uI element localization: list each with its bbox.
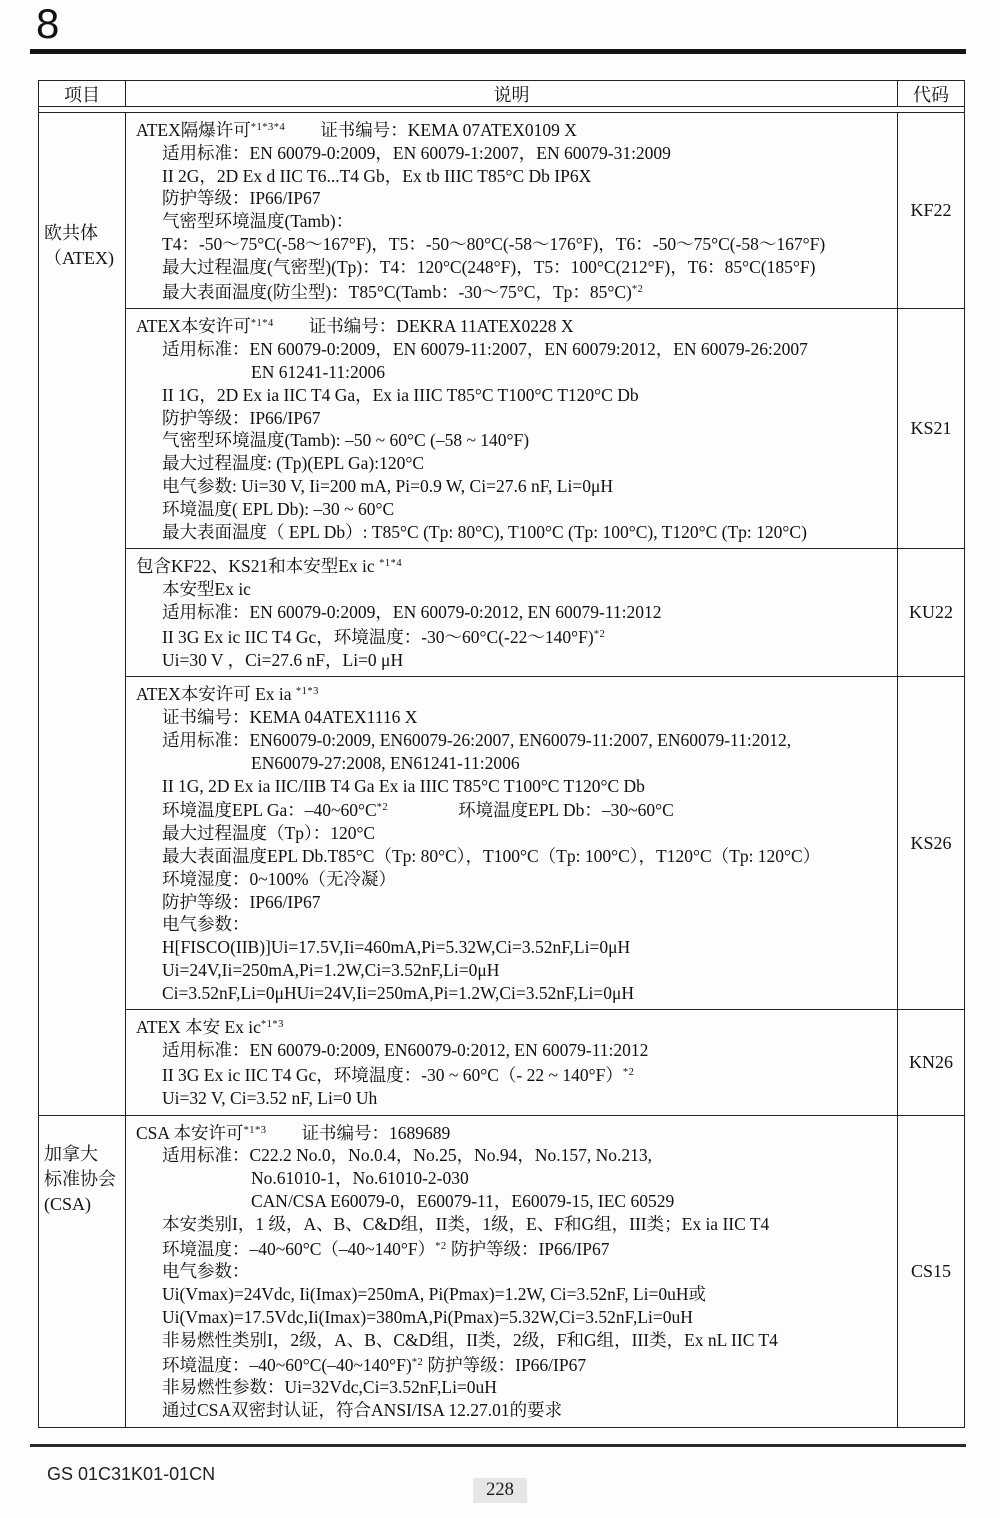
spec-line [126, 1376, 895, 1399]
text-segment: 适用标准：EN 60079-0:2009, EN60079-0:2012, EN 60079-11:2012 [162, 1040, 649, 1061]
code-cell: KF22 [910, 200, 952, 221]
text-segment: 防护等级：IP66/IP67 [423, 1354, 587, 1375]
item-label-line: (CSA) [44, 1193, 92, 1214]
cert-row [126, 113, 964, 309]
text-segment: 电气参数： [162, 1261, 250, 1282]
superscript-note: *2 [593, 628, 606, 640]
text-segment: 电气参数: Ui=30 V, Ii=200 mA, Pi=0.9 W, Ci=27.6 nF, Li=0μH [162, 475, 613, 496]
spec-line [126, 601, 895, 624]
spec-line [126, 407, 895, 430]
code-cell: KS26 [910, 832, 952, 853]
text-segment: 证书编号：KEMA 04ATEX1116 X [162, 707, 418, 728]
text-segment: 最大过程温度（Tp）：120°C [162, 823, 376, 844]
spec-line [126, 868, 895, 891]
spec-line [126, 1087, 895, 1110]
text-segment: 适用标准：EN 60079-0:2009，EN 60079-1:2007，EN 60079-31:2009 [162, 142, 671, 163]
spec-line [126, 1399, 895, 1422]
spec-line [126, 117, 895, 142]
spec-line [126, 1306, 895, 1329]
spec-line [126, 498, 895, 521]
spec-line [126, 845, 895, 868]
spec-line [126, 521, 895, 544]
text-segment: 适用标准：C22.2 No.0，No.0.4，No.25，No.94，No.157, No.213, [162, 1145, 652, 1166]
superscript-note: *1*3 [295, 686, 319, 698]
spec-line [126, 649, 895, 672]
text-segment: 非易燃性参数：Ui=32Vdc,Ci=3.52nF,Li=0uH [162, 1377, 497, 1398]
spec-line [126, 1014, 895, 1039]
item-cell [39, 113, 126, 1115]
description-cell [126, 1010, 898, 1114]
text-segment: 气密型环境温度(Tamb): –50 ~ 60°C (–58 ~ 140°F) [162, 430, 530, 451]
footer-rule [30, 1444, 966, 1447]
spec-line [126, 1167, 895, 1190]
superscript-note: *2 [411, 1356, 424, 1368]
spec-line [126, 361, 895, 384]
spec-line [126, 624, 895, 649]
text-segment: 最大过程温度(气密型)(Tp)：T4：120°C(248°F)，T5：100°C(212°F)，T6：85°C(185°F) [162, 256, 816, 277]
row-group [126, 113, 964, 1115]
cert-row [126, 1010, 964, 1114]
spec-line [126, 797, 895, 822]
text-segment: ATEX本安许可 Ex ia [136, 684, 296, 705]
text-segment: EN 61241-11:2006 [251, 361, 385, 382]
spec-line [126, 1120, 895, 1145]
text-segment: II 2G，2D Ex d IIC T6...T4 Gb，Ex tb IIIC T85°C Db IP6X [162, 165, 592, 186]
text-segment: Ui=24V,Ii=250mA,Pi=1.2W,Ci=3.52nF,Li=0μH [162, 959, 500, 980]
page-number-badge: 228 [473, 1478, 527, 1503]
text-segment: 最大表面温度EPL Db.T85°C（Tp: 80°C），T100°C（Tp: 100°C），T120°C（Tp: 120°C） [162, 845, 821, 866]
cert-row [126, 549, 964, 677]
superscript-note: *2 [376, 802, 389, 814]
spec-line [126, 752, 895, 775]
cert-group [39, 1116, 964, 1427]
spec-line [126, 1283, 895, 1306]
spec-line [126, 384, 895, 407]
doc-number: GS 01C31K01-01CN [47, 1464, 216, 1484]
spec-line [126, 452, 895, 475]
table-body [39, 113, 964, 1427]
description-cell [126, 1116, 898, 1427]
text-segment: Ui=30 V ，Ci=27.6 nF，Li=0 μH [162, 649, 404, 670]
spec-line [126, 1039, 895, 1062]
text-segment: EN60079-27:2008, EN61241-11:2006 [251, 752, 520, 773]
spec-line [126, 475, 895, 498]
text-segment: 防护等级：IP66/IP67 [162, 188, 321, 209]
row-group [126, 1116, 964, 1427]
spec-line [126, 313, 895, 338]
chapter-number: 8 [36, 0, 60, 47]
text-segment: 适用标准：EN 60079-0:2009，EN 60079-11:2007，EN 60079:2012，EN 60079-26:2007 [162, 339, 808, 360]
text-segment: 环境湿度：0~100%（无冷凝） [162, 868, 397, 889]
spec-line [126, 706, 895, 729]
text-segment: CSA 本安许可 [136, 1122, 244, 1143]
spec-line [126, 959, 895, 982]
superscript-note: *1*3*4 [250, 122, 286, 133]
spec-line [126, 256, 895, 279]
text-segment: ATEX隔爆许可 [136, 120, 251, 140]
text-segment: 适用标准：EN 60079-0:2009，EN 60079-0:2012, EN 60079-11:2012 [162, 601, 662, 622]
superscript-note: *2 [631, 283, 644, 295]
text-segment: 证书编号：1689689 [266, 1122, 451, 1143]
code-cell: KU22 [909, 602, 953, 623]
description-cell [126, 309, 898, 548]
text-segment: 环境温度：–40~60°C（–40~140°F） [162, 1238, 436, 1259]
superscript-note: *2 [435, 1240, 447, 1252]
spec-line [126, 1190, 895, 1213]
item-label-line: 加拿大 [44, 1143, 98, 1164]
header-cell-item: 项目 [39, 81, 126, 106]
text-segment: Ci=3.52nF,Li=0μHUi=24V,Ii=250mA,Pi=1.2W,Ci=3.52nF,Li=0μH [162, 982, 635, 1003]
text-segment: 防护等级：IP66/IP67 [162, 407, 321, 428]
header-cell-description: 说明 [126, 81, 898, 106]
spec-line [126, 578, 895, 601]
text-segment: H[FISCO(IIB)]Ui=17.5V,Ii=460mA,Pi=5.32W,Ci=3.52nF,Li=0μH [162, 937, 631, 958]
spec-line [126, 1144, 895, 1167]
spec-line [126, 982, 895, 1005]
text-segment: 适用标准：EN60079-0:2009, EN60079-26:2007, EN60079-11:2007, EN60079-11:2012, [162, 729, 792, 750]
text-segment: II 3G Ex ic IIC T4 Gc，环境温度：-30 ~ 60°C（- 22 ~ 140°F） [162, 1065, 623, 1086]
description-cell [126, 677, 898, 1009]
cert-row [126, 1116, 964, 1427]
cert-row [126, 309, 964, 549]
superscript-note: *2 [622, 1067, 635, 1079]
spec-line [126, 165, 895, 188]
text-segment: T4：-50～75°C(-58～167°F)，T5：-50～80°C(-58～176°F)，T6：-50～75°C(-58～167°F) [162, 233, 826, 254]
text-segment: 证书编号：DEKRA 11ATEX0228 X [273, 316, 574, 337]
code-cell: KN26 [909, 1052, 953, 1073]
text-segment: 防护等级：IP66/IP67 [162, 891, 321, 912]
spec-line [126, 681, 895, 706]
code-cell: CS15 [910, 1260, 952, 1281]
text-segment: 最大表面温度(防尘型)：T85°C(Tamb：-30～75°C，Tp：85°C) [162, 281, 632, 302]
spec-line [126, 233, 895, 256]
spec-line [126, 775, 895, 798]
spec-line [126, 936, 895, 959]
spec-line [126, 210, 895, 233]
text-segment: CAN/CSA E60079-0，E60079-11，E60079-15, IEC 60529 [251, 1191, 675, 1212]
text-segment: II 3G Ex ic IIC T4 Gc，环境温度：-30～60°C(-22～140°F) [162, 626, 594, 647]
spec-line [126, 1213, 895, 1236]
text-segment: 防护等级：IP66/IP67 [446, 1238, 610, 1259]
code-cell: KS21 [910, 418, 952, 439]
table-header-row [39, 81, 964, 107]
spec-line [126, 1236, 895, 1261]
spec-line [126, 338, 895, 361]
description-cell [126, 113, 898, 308]
spec-line [126, 142, 895, 165]
text-segment: 最大表面温度（ EPL Db）: T85°C (Tp: 80°C), T100°C (Tp: 100°C), T120°C (Tp: 120°C) [162, 521, 807, 542]
superscript-note: *1*4 [379, 558, 403, 570]
spec-line [126, 1352, 895, 1377]
text-segment: 环境温度：–40~60°C(–40~140°F) [162, 1354, 412, 1375]
text-segment: 最大过程温度: (Tp)(EPL Ga):120°C [162, 453, 425, 474]
text-segment: 本安型Ex ic [162, 579, 251, 600]
text-segment: 气密型环境温度(Tamb)： [162, 211, 354, 232]
text-segment: 包含KF22、KS21和本安型Ex ic [136, 556, 380, 577]
spec-line [126, 1062, 895, 1087]
item-label-line: 欧共体 [44, 223, 98, 243]
spec-line [126, 1329, 895, 1352]
text-segment: Ui(Vmax)=17.5Vdc,Ii(Imax)=380mA,Pi(Pmax)=5.32W,Ci=3.52nF,Li=0uH [162, 1307, 693, 1328]
text-segment: No.61010-1，No.61010-2-030 [251, 1168, 469, 1189]
spec-line [126, 429, 895, 452]
cert-group [39, 113, 964, 1116]
text-segment: 环境温度EPL Db：–30~60°C [388, 800, 674, 821]
superscript-note: *1*3 [260, 1019, 284, 1031]
spec-line [126, 553, 895, 578]
description-cell [126, 549, 898, 676]
text-segment: 环境温度EPL Ga：–40~60°C [162, 800, 377, 821]
text-segment: 本安类别I，1 级，A、B、C&D组，II类，1级，E、F和G组，III类；Ex ia IIC T4 [162, 1213, 770, 1234]
header-cell-code: 代码 [913, 84, 949, 105]
text-segment: 环境温度( EPL Db): –30 ~ 60°C [162, 498, 395, 519]
top-rule [30, 49, 966, 54]
spec-line [126, 729, 895, 752]
text-segment: Ui=32 V, Ci=3.52 nF, Li=0 Uh [162, 1087, 378, 1108]
superscript-note: *1*3 [243, 1124, 267, 1136]
item-cell [39, 1116, 126, 1427]
spec-line [126, 913, 895, 936]
spec-line [126, 891, 895, 914]
spec-line [126, 279, 895, 304]
text-segment: ATEX本安许可 [136, 316, 251, 337]
item-label-line: （ATEX) [44, 248, 114, 268]
text-segment: 证书编号：KEMA 07ATEX0109 X [285, 120, 577, 140]
spec-table [38, 80, 965, 1428]
superscript-note: *1*4 [250, 318, 274, 330]
cert-row [126, 677, 964, 1010]
text-segment: II 1G, 2D Ex ia IIC/IIB T4 Ga Ex ia IIIC T85°C T100°C T120°C Db [162, 775, 645, 796]
item-label-line: 标准协会 [44, 1168, 116, 1189]
spec-line [126, 1260, 895, 1283]
text-segment: 电气参数： [162, 914, 250, 935]
spec-line [126, 187, 895, 210]
text-segment: Ui(Vmax)=24Vdc, Ii(Imax)=250mA, Pi(Pmax)=1.2W, Ci=3.52nF, Li=0uH或 [162, 1284, 707, 1305]
text-segment: 非易燃性类别I，2级，A、B、C&D组，II类，2级，F和G组，III类，Ex nL IIC T4 [162, 1329, 778, 1350]
text-segment: II 1G，2D Ex ia IIC T4 Ga，Ex ia IIIC T85°C T100°C T120°C Db [162, 384, 639, 405]
text-segment: ATEX 本安 Ex ic [136, 1017, 261, 1038]
text-segment: 通过CSA双密封认证，符合ANSI/ISA 12.27.01的要求 [162, 1400, 563, 1421]
spec-line [126, 822, 895, 845]
